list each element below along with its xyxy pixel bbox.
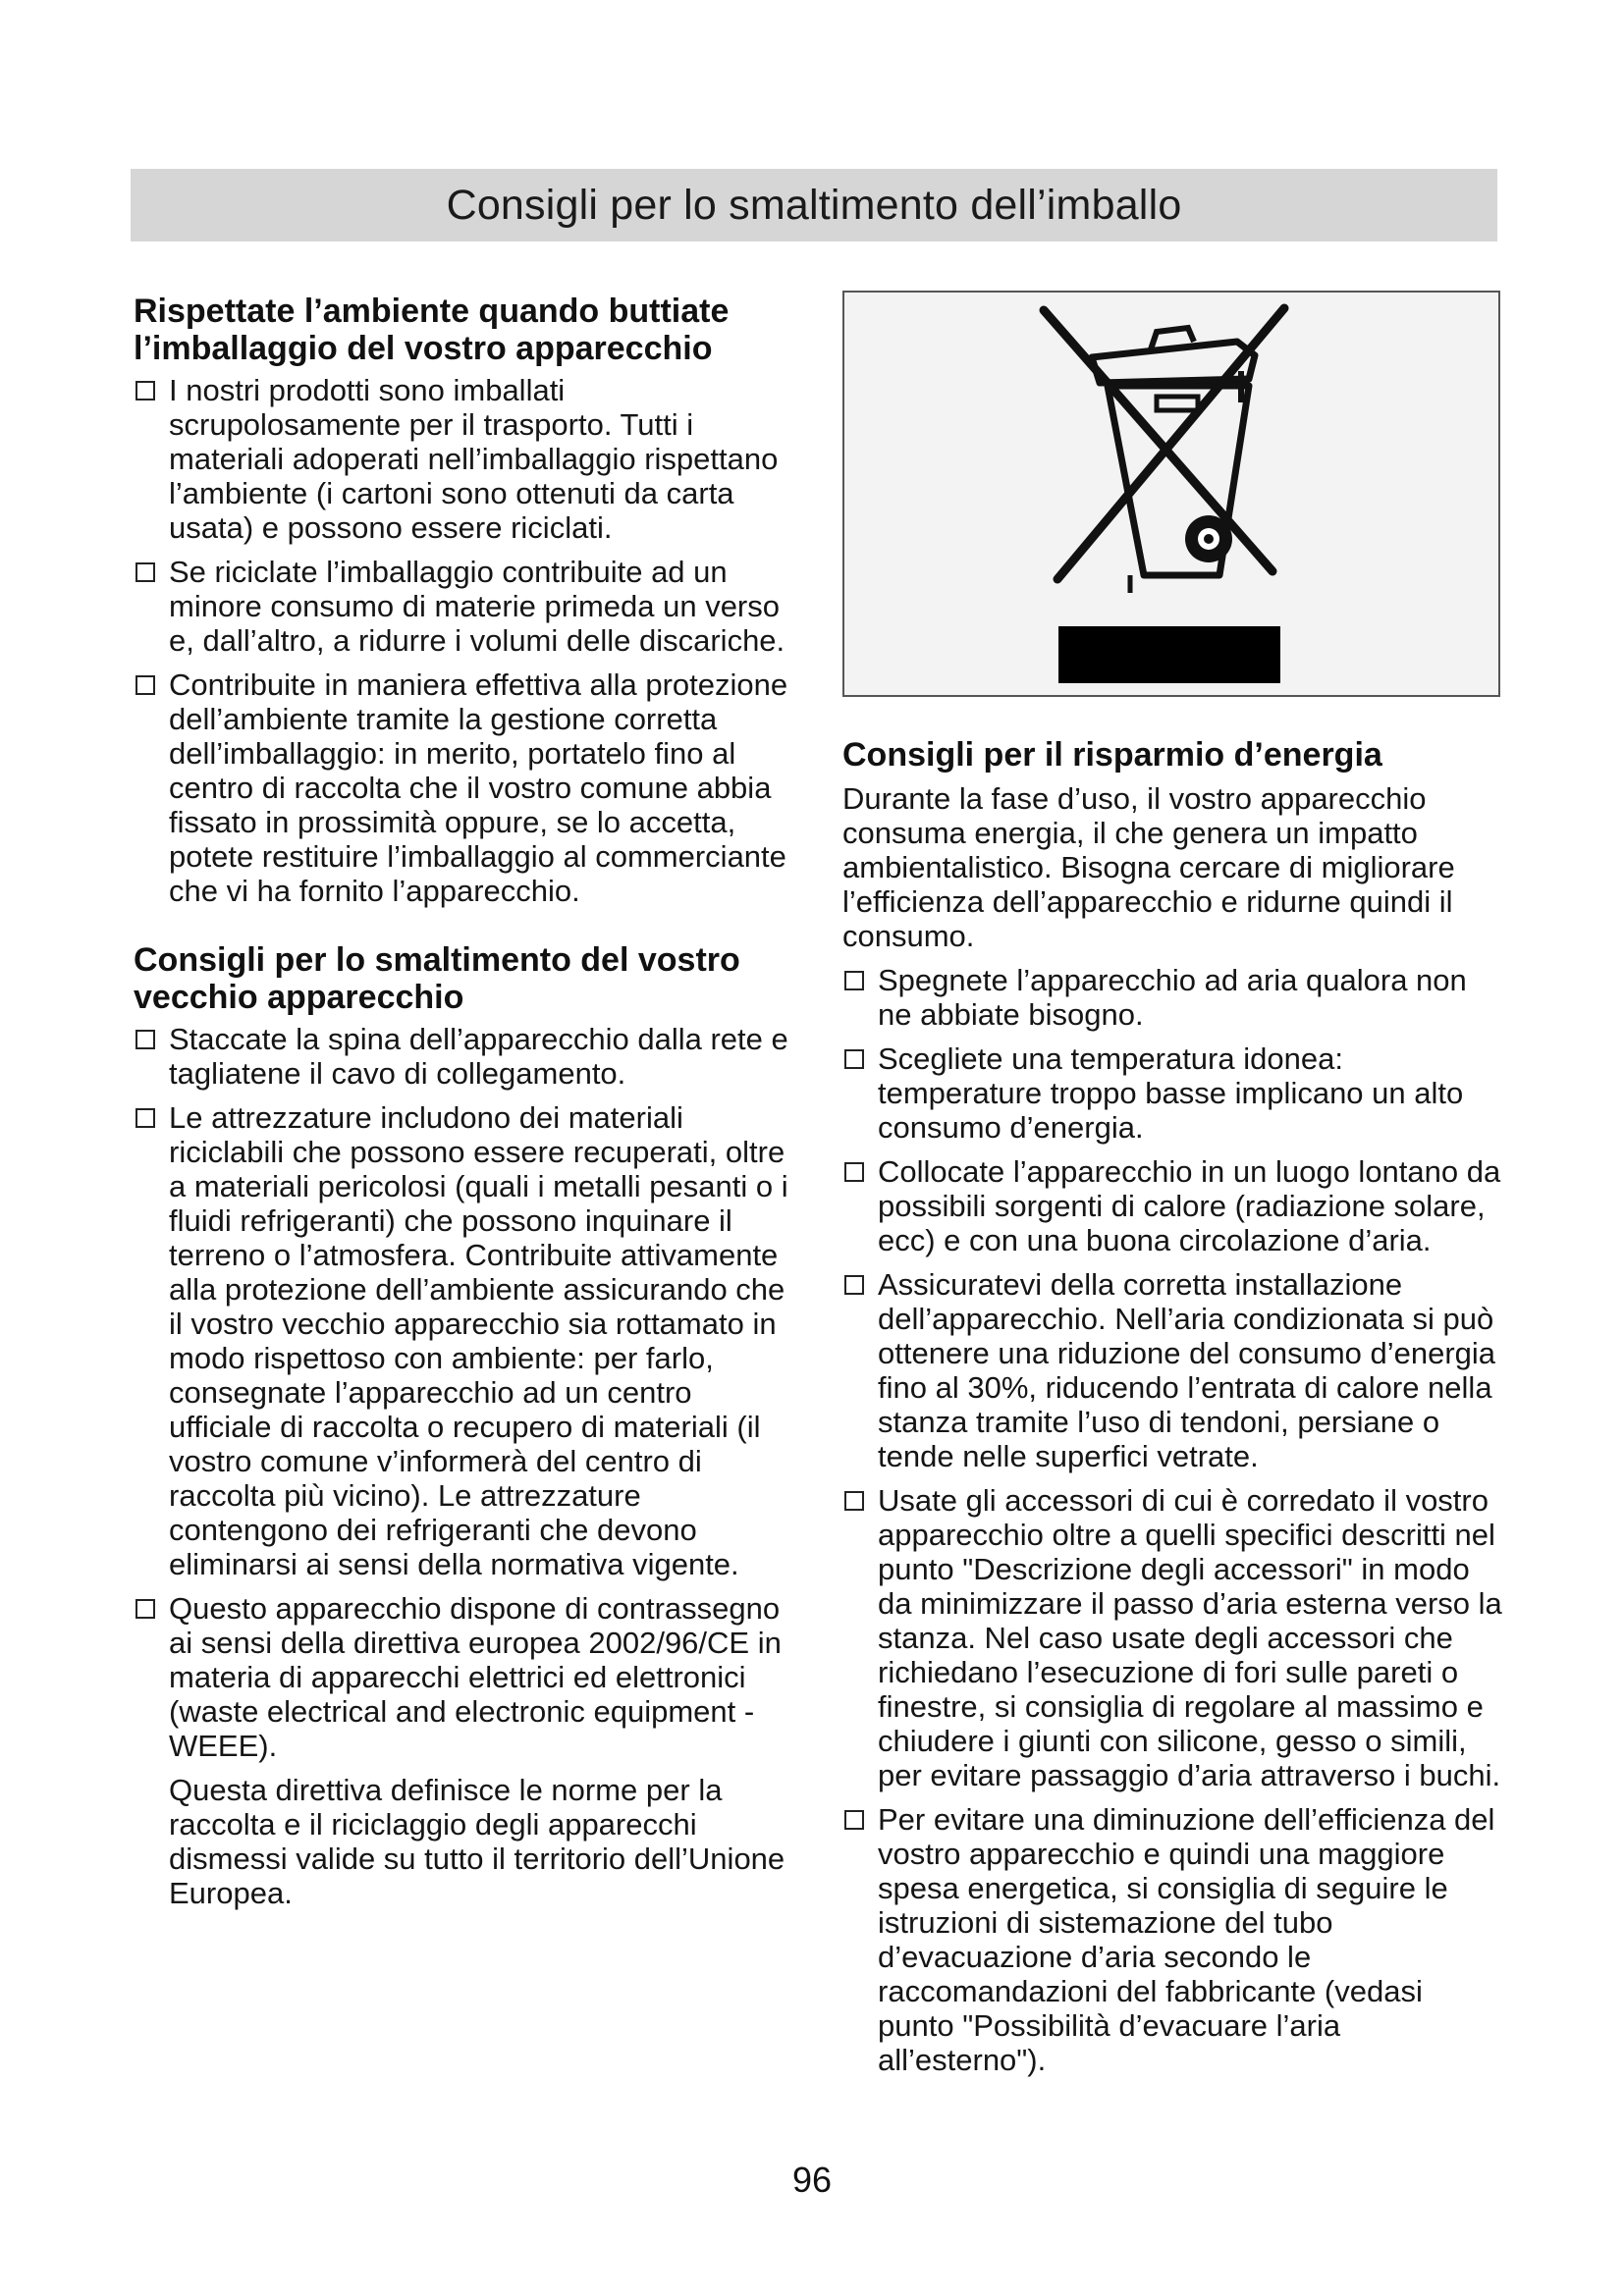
list-item [842,1041,1502,1145]
checkbox-bullet-icon [844,1491,864,1511]
heading-line: l’imballaggio del vostro apparecchio [134,330,713,367]
list-item-text: I nostri prodotti sono imballati scrupolosamente per il trasporto. Tutti i materiali adoperati nell’imballaggio rispettano l’ambiente (i cartoni sono ottenuti da carta usata) e possono essere riciclati. [169,373,779,545]
right-column [842,291,1502,2087]
list-item [134,1591,791,1763]
list-item-text: Assicuratevi della corretta installazione dell’apparecchio. Nell’aria condizionata si può ottenere una riduzione del consumo d’energia fino al 30%, riducendo l’entrata di calore nella stanza tramite l’uso di tendoni, persiane o tende nelle superfici vetrate. [878,1267,1496,1473]
checkbox-bullet-icon [844,1049,864,1069]
list-item [842,1483,1502,1792]
list-item-text: Questo apparecchio dispone di contrassegno ai sensi della direttiva europea 2002/96/CE in materia di apparecchi elettrici ed elettronici (waste electrical and electronic equipment - WEEE). [169,1591,782,1763]
list-item-text: Le attrezzature includono dei materiali riciclabili che possono essere recuperati, oltre a materiali pericolosi (quali i metalli pesanti o i fluidi refrigeranti) che possono inquinare il terreno o l’atmosfera. Contribuite attivamente alla protezione dell’ambiente assicurando che il vostro vecchio apparecchio sia rottamato in modo rispettoso con ambiente: per farlo, consegnate l’apparecchio ad un centro ufficiale di raccolta o recupero di materiali (il vostro comune v’informerà del centro di raccolta più vicino). Le attrezzature contengono dei refrigeranti che devono eliminarsi ai sensi della normativa vigente. [169,1100,788,1581]
list-item [842,963,1502,1032]
checkbox-bullet-icon [135,1599,155,1619]
left-column [134,293,791,1910]
list-item-text: Collocate l’apparecchio in un luogo lontano da possibili sorgenti di calore (radiazione solare, ecc) e con una buona circolazione d’aria. [878,1154,1501,1257]
checkbox-bullet-icon [135,1030,155,1049]
energy-list [842,963,1502,2077]
heading-line: Consigli per lo smaltimento del vostro [134,941,740,979]
list-item [842,1154,1502,1257]
packaging-list [134,373,791,908]
list-item-text: Usate gli accessori di cui è corredato il vostro apparecchio oltre a quelli specifici descritti nel punto "Descrizione degli accessori" in modo da minimizzare il passo d’aria esterna verso la stanza. Nel caso usate degli accessori che richiedano l’esecuzione di fori sulle pareti o finestre, si consiglia di regolare al massimo e chiudere i giunti con silicone, gesso o simili, per evitare passaggio d’aria attraverso i buchi. [878,1483,1502,1792]
checkbox-bullet-icon [135,562,155,582]
page-number: 96 [791,2160,833,2200]
list-item [842,1802,1502,2077]
checkbox-bullet-icon [844,1162,864,1182]
list-item [134,1100,791,1581]
page-title: Consigli per lo smaltimento dell’imballo [446,181,1182,229]
bin-wheel-axle [1204,534,1214,544]
crossed-out-wheelie-bin-icon [844,293,1502,699]
checkbox-bullet-icon [135,675,155,695]
bin-plate [1157,397,1198,410]
list-item [842,1267,1502,1473]
energy-intro-paragraph: Durante la fase d’uso, il vostro apparecchio consuma energia, il che genera un impatto ambientalistico. Bisogna cercare di migliorare l’efficienza dell’apparecchio e ridurne quindi il consumo. [842,781,1455,953]
heading-line: vecchio apparecchio [134,979,464,1016]
disposal-list [134,1022,791,1763]
list-item-text: Spegnete l’apparecchio ad aria qualora non ne abbiate bisogno. [878,963,1467,1032]
weee-directive-paragraph: Questa direttiva definisce le norme per la raccolta e il riciclaggio degli apparecchi dismessi valide su tutto il territorio dell’Unione Europea. [169,1773,785,1910]
list-item [134,555,791,658]
list-item-text: Contribuite in maniera effettiva alla protezione dell’ambiente tramite la gestione corretta dell’imballaggio: in merito, portatelo fino al centro di raccolta che il vostro comune abbia fissato in prossimità oppure, se lo accetta, potete restituire l’imballaggio al commerciante che vi ha fornito l’apparecchio. [169,667,788,908]
checkbox-bullet-icon [135,381,155,400]
checkbox-bullet-icon [844,1810,864,1830]
checkbox-bullet-icon [844,971,864,990]
checkbox-bullet-icon [844,1275,864,1295]
old-appliance-disposal-heading [134,941,791,1016]
checkbox-bullet-icon [135,1108,155,1128]
packaging-environment-heading [134,293,791,367]
list-item [134,373,791,545]
list-item [134,1022,791,1091]
list-item-text: Staccate la spina dell’apparecchio dalla rete e tagliatene il cavo di collegamento. [169,1022,788,1091]
list-item [134,667,791,908]
energy-saving-heading: Consigli per il risparmio d’energia [842,736,1382,774]
list-item-text: Per evitare una diminuzione dell’efficienza del vostro apparecchio e quindi una maggiore spesa energetica, si consiglia di seguire le istruzioni di sistemazione del tubo d’evacuazione d’aria secondo le raccomandazioni del fabbricante (vedasi punto "Possibilità d’evacuare l’aria all’esterno"). [878,1802,1495,2077]
section-title-bar [131,169,1497,241]
symbol-black-bar [1058,626,1280,683]
weee-symbol-frame [842,291,1500,697]
heading-line: Rispettate l’ambiente quando buttiate [134,293,730,330]
list-item-text: Se riciclate l’imballaggio contribuite ad un minore consumo di materie primeda un verso e, dall’altro, a ridurre i volumi delle discariche. [169,555,785,658]
list-item-text: Scegliete una temperatura idonea: temperature troppo basse implicano un alto consumo d’energia. [878,1041,1464,1145]
